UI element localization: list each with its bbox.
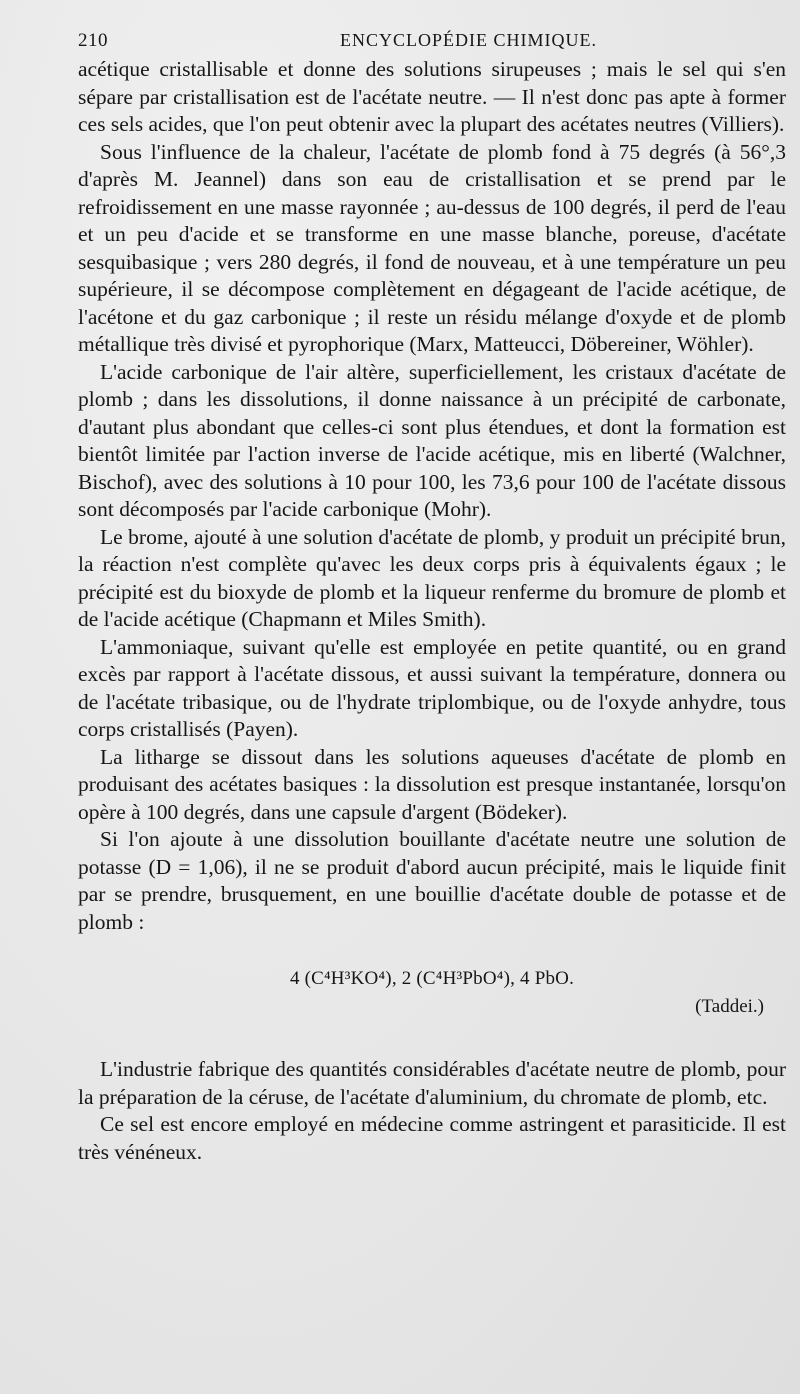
formula-attribution: (Taddei.) (695, 996, 764, 1017)
paragraph-continuation: acétique cristallisable et donne des solutions sirupeuses ; mais le sel qui s'en sépare par cristallisation est de l'acétate neutre. — Il n'est donc pas apte à former ces sels acides, que l'on peut obtenir avec la plupart des acétates neutres (Villiers). (78, 57, 786, 136)
paragraph-carbonic-acid: L'acide carbonique de l'air altère, superficiellement, les cristaux d'acétate de plomb ; dans les dissolutions, il donne naissance à un précipité de carbonate, d'autant plus abondant que celles-ci sont plus étendues, et dont la formation est bientôt limitée par l'action inverse de l'acide acétique, mis en liberté (Walchner, Bischof), avec des solutions à 10 pour 100, les 73,6 pour 100 de l'acétate dissous sont décomposés par l'acide carbonique (Mohr). (78, 359, 786, 521)
page-header (78, 26, 786, 56)
paragraph-litharge: La litharge se dissout dans les solutions aqueuses d'acétate de plomb en produisant des acétates basiques : la dissolution est presque instantanée, lorsqu'on opère à 100 degrés, dans une capsule d'argent (Bödeker). (78, 744, 786, 824)
paragraph-heat: Sous l'influence de la chaleur, l'acétate de plomb fond à 75 degrés (à 56°,3 d'après M. Jeannel) dans son eau de cristallisation et se prend par le refroidissement en une masse rayonnée ; au-dessus de 100 degrés, il perd de l'eau et un peu d'acide et se transforme en une masse blanche, poreuse, d'acétate sesquibasique ; vers 280 degrés, il fond de nouveau, et à une température un peu supérieure, il se décompose complètement en dégageant de l'acide acétique, de l'acétone et du gaz carbonique ; il reste un résidu mélange d'oxyde et de plomb métallique très divisé et pyrophorique (Marx, Matteucci, Döbereiner, Wöhler). (78, 139, 786, 356)
paragraph-industry: L'industrie fabrique des quantités considérables d'acétate neutre de plomb, pour la préparation de la céruse, de l'acétate d'aluminium, du chromate de plomb, etc. (78, 1057, 786, 1109)
paragraph-bromine: Le brome, ajouté à une solution d'acétate de plomb, y produit un précipité brun, la réaction n'est complète qu'avec les deux corps pris à équivalents égaux ; le précipité est du bioxyde de plomb et la liqueur renferme du bromure de plomb et de l'acide acétique (Chapmann et Miles Smith). (78, 524, 786, 631)
page-number: 210 (78, 30, 108, 51)
body-text (78, 56, 786, 1166)
paragraph-ammonia: L'ammoniaque, suivant qu'elle est employée en petite quantité, ou en grand excès par rapport à l'acétate dissous, et aussi suivant la température, donnera ou de l'acétate tribasique, ou de l'hydrate triplombique, ou de l'oxyde anhydre, tous corps cristallisés (Payen). (78, 634, 786, 741)
paragraph-potash: Si l'on ajoute à une dissolution bouillante d'acétate neutre une solution de potasse (D = 1,06), il ne se produit d'abord aucun précipité, mais le liquide finit par se prendre, brusquement, en une bouillie d'acétate double de potasse et de plomb : (78, 827, 786, 934)
running-head: ENCYCLOPÉDIE CHIMIQUE. (340, 30, 597, 50)
chemical-formula: 4 (C⁴H³KO⁴), 2 (C⁴H³PbO⁴), 4 PbO. (289, 968, 575, 989)
paragraph-medicine: Ce sel est encore employé en médecine comme astringent et parasiticide. Il est très vénéneux. (78, 1112, 786, 1164)
